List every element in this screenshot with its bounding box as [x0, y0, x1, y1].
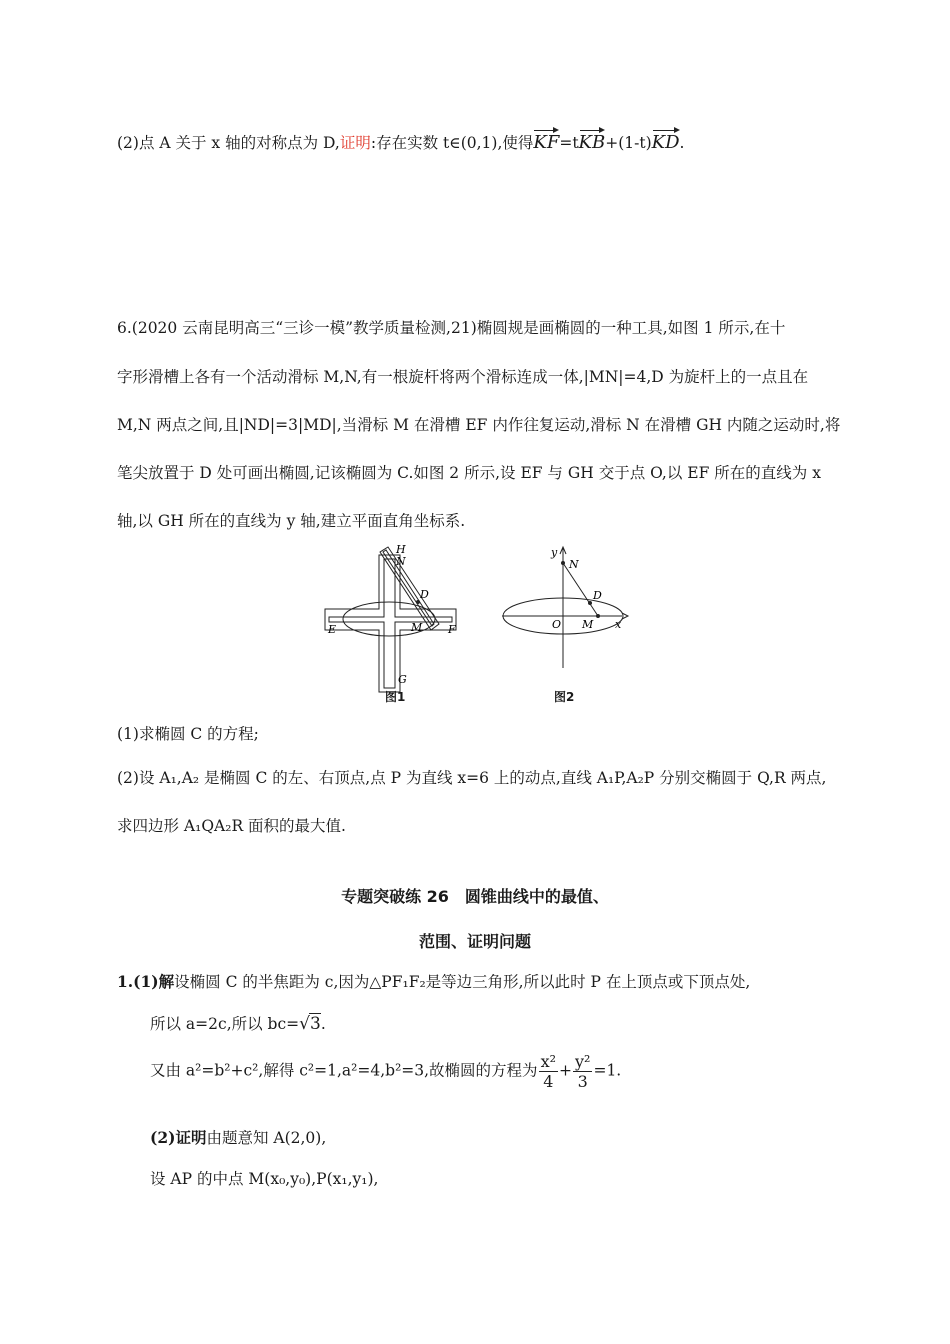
- sqrt-value: 3: [310, 1014, 321, 1034]
- answer1-line2: 所以 a=2c,所以 bc=√3.: [150, 1014, 326, 1034]
- plus-sign: +: [559, 1061, 572, 1080]
- q6-line2: 字形滑槽上各有一个活动滑标 M,N,有一根旋杆将两个滑标连成一体,|MN|=4,D 为旋杆上的一点且在: [117, 368, 809, 386]
- q6-line3: M,N 两点之间,且|ND|=3|MD|,当滑标 M 在滑槽 EF 内作往复运动,滑标 N 在滑槽 GH 内随之运动时,将: [117, 416, 841, 434]
- fig1-label-f: F: [448, 623, 456, 636]
- answer1-line3-prefix: 又由 a²=b²+c²,解得 c²=1,a²=4,b²=3,故椭圆的方程为: [150, 1061, 538, 1080]
- answer1-line1-body: 设椭圆 C 的半焦距为 c,因为△PF₁F₂是等边三角形,所以此时 P 在上顶点或下顶点处,: [174, 973, 751, 991]
- fig2-label-y: y: [551, 546, 558, 559]
- fig1-label-h: H: [396, 543, 406, 556]
- figure-2-caption: 图2: [554, 690, 575, 704]
- vector-kb: KB: [579, 128, 606, 153]
- answer1-line5: 设 AP 的中点 M(x₀,y₀),P(x₁,y₁),: [150, 1170, 379, 1188]
- answer1-proof-tag: (2)证明: [150, 1128, 207, 1147]
- figure-1-caption: 图1: [385, 690, 406, 704]
- q5-part2-line: [117, 128, 684, 153]
- answer1-line3-end: =1.: [593, 1061, 622, 1080]
- vector-kd: KD: [652, 128, 680, 153]
- q6-part1: (1)求椭圆 C 的方程;: [117, 725, 259, 743]
- q6-line5: 轴,以 GH 所在的直线为 y 轴,建立平面直角坐标系.: [117, 512, 466, 530]
- q6-line4: 笔尖放置于 D 处可画出椭圆,记该椭圆为 C.如图 2 所示,设 EF 与 GH 交于点 O,以 EF 所在的直线为 x: [117, 464, 821, 482]
- fig1-label-d: D: [420, 588, 429, 601]
- fig1-label-m: M: [411, 621, 423, 634]
- q5-end: .: [679, 134, 685, 152]
- answer1-line2-end: .: [320, 1015, 326, 1033]
- figure-1-ellipsograph: [322, 542, 462, 702]
- q6-line1: 6.(2020 云南昆明高三“三诊一模”教学质量检测,21)椭圆规是画椭圆的一种工具,如图 1 所示,在十: [117, 319, 786, 337]
- q5-eq: =t: [559, 134, 579, 152]
- fig2-label-m: M: [582, 618, 594, 631]
- answer1-line4-body: 由题意知 A(2,0),: [206, 1129, 327, 1147]
- answer1-tag: 1.(1)解: [117, 972, 175, 991]
- q6-part2-line2: 求四边形 A₁QA₂R 面积的最大值.: [117, 817, 346, 835]
- fig1-label-n: N: [396, 555, 406, 568]
- fig1-label-g: G: [398, 673, 407, 686]
- q5-part2-body: :存在实数 t∈(0,1),使得: [370, 134, 534, 152]
- fig1-label-e: E: [328, 623, 337, 636]
- answer1-line1: [117, 970, 750, 992]
- fraction-y: [573, 1052, 592, 1091]
- frac-y-num: y²: [575, 1052, 591, 1071]
- figure-2-coordinate-system: [498, 542, 638, 672]
- frac-x-den: 4: [543, 1072, 554, 1091]
- vector-kf: KF: [533, 128, 559, 153]
- answer1-line2-prefix: 所以 a=2c,所以 bc=: [150, 1015, 300, 1033]
- frac-x-num: x²: [540, 1052, 556, 1071]
- answer-heading-line1: 专题突破练 26 圆锥曲线中的最值、: [341, 887, 609, 906]
- answer1-line4: [150, 1126, 326, 1148]
- fig2-label-x: x: [615, 618, 622, 631]
- fraction-x: [539, 1052, 558, 1091]
- q5-part2-prefix: (2)点 A 关于 x 轴的对称点为 D,: [117, 134, 340, 152]
- answer-heading-line2: 范围、证明问题: [418, 932, 531, 951]
- q6-part2-line1: (2)设 A₁,A₂ 是椭圆 C 的左、右顶点,点 P 为直线 x=6 上的动点,直线 A₁P,A₂P 分别交椭圆于 Q,R 两点,: [117, 769, 827, 787]
- fig2-label-n: N: [569, 558, 579, 571]
- proof-tag: 证明: [339, 134, 371, 152]
- fig2-label-d: D: [593, 589, 602, 602]
- fig2-label-o: O: [552, 618, 562, 631]
- q5-mid: +(1-t): [605, 134, 652, 152]
- answer1-line3: [150, 1052, 621, 1091]
- frac-y-den: 3: [577, 1072, 588, 1091]
